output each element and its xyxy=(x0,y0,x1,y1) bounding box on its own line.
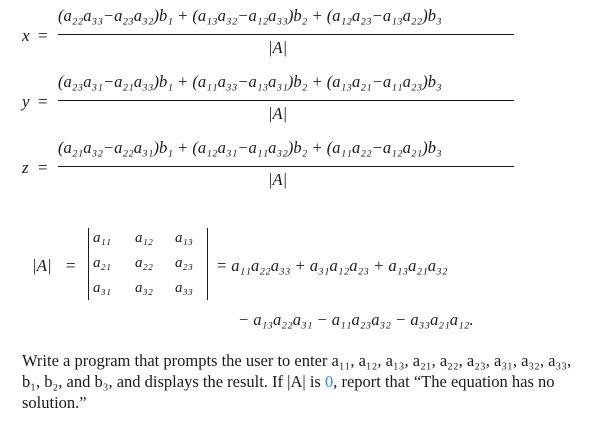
equation-y-lhs: y xyxy=(22,92,30,111)
equation-x-denominator: |A| xyxy=(268,38,288,57)
matrix-cell-a31: a₃₁ xyxy=(93,280,111,296)
equation-y-equals: = xyxy=(38,92,48,111)
instruction-text-before: Write a program that prompts the user to enter a₁₁, a₁₂, a₁₃, a₂₁, a₂₂, a₂₃, a₃₁, a₃₂, a₃₃, b₁, b₂, and b₃, and displays the result. If |A| is xyxy=(22,351,572,391)
equation-z-denominator: |A| xyxy=(268,170,288,189)
determinant-expansion-line-2: − a₁₃a₂₂a₃₁ − a₁₁a₂₃a₃₂ − a₃₃a₂₁a₁₂. xyxy=(238,310,474,329)
instruction-paragraph xyxy=(22,350,592,413)
matrix-cell-a21: a₂₁ xyxy=(93,255,111,271)
equation-z-fraction-bar xyxy=(58,166,514,167)
matrix-cell-a33: a₃₃ xyxy=(175,280,193,296)
matrix-cell-a23: a₂₃ xyxy=(175,255,193,271)
equation-y-fraction-bar xyxy=(58,100,514,101)
equation-z-equals: = xyxy=(38,158,48,177)
matrix-cell-a13: a₁₃ xyxy=(175,230,193,246)
matrix-cell-a12: a₁₂ xyxy=(135,230,153,246)
instruction-text-after: , report that “The equation has no solution.” xyxy=(22,372,555,412)
equation-z-numerator: (a₂₁a₃₂−a₂₂a₃₁)b₁ + (a₁₂a₃₁−a₁₁a₃₂)b₂ + (a₁₁a₂₂−a₁₂a₂₁)b₃ xyxy=(58,138,442,157)
instruction-highlight-zero: 0 xyxy=(324,372,334,391)
equation-z-lhs: z xyxy=(22,158,29,177)
determinant-equals: = xyxy=(66,256,76,275)
determinant-matrix xyxy=(88,228,208,300)
equation-y-numerator: (a₂₃a₃₁−a₂₁a₃₃)b₁ + (a₁₁a₃₃−a₁₃a₃₁)b₂ + (a₁₃a₂₁−a₁₁a₂₃)b₃ xyxy=(58,72,442,91)
determinant-label: |A| xyxy=(32,256,52,275)
determinant-expansion-line-1: = a₁₁a₂₂a₃₃ + a₃₁a₁₂a₂₃ + a₁₃a₂₁a₃₂ xyxy=(216,256,448,275)
determinant-definition xyxy=(0,228,601,338)
equation-x-equals: = xyxy=(38,26,48,45)
matrix-cell-a11: a₁₁ xyxy=(93,230,111,246)
matrix-cell-a22: a₂₂ xyxy=(135,255,153,271)
equation-x-fraction-bar xyxy=(58,34,514,35)
equation-y-denominator: |A| xyxy=(268,104,288,123)
equation-x-lhs: x xyxy=(22,26,30,45)
equation-x-numerator: (a₂₂a₃₃−a₂₃a₃₂)b₁ + (a₁₃a₃₂−a₁₂a₃₃)b₂ + (a₁₂a₂₃−a₁₃a₂₂)b₃ xyxy=(58,6,442,25)
matrix-cell-a32: a₃₂ xyxy=(135,280,153,296)
